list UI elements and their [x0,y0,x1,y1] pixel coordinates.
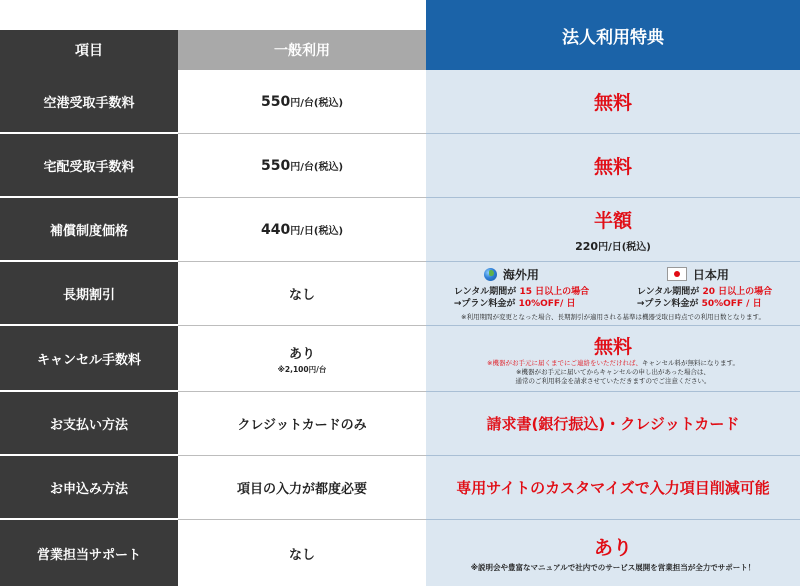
corp-value: 無料 [593,335,632,358]
cancel-note-3: 通常のご利用料金を請求させていただきますのでご注意ください。 [515,376,711,385]
row-general [178,134,426,198]
row-corporate [426,392,800,456]
japan-flag-icon [667,267,687,281]
row-item [0,198,178,262]
discount-groups [426,266,800,310]
row-corporate [426,262,800,326]
row-corporate [426,134,800,198]
corp-value: 専用サイトのカスタマイズで入力項目削減可能 [456,479,770,497]
general-value: 項目の入力が都度必要 [236,482,367,497]
corp-value: 無料 [593,92,632,114]
general-price: 550円/台(税込) [260,93,344,110]
row-item [0,456,178,520]
general-price: 440円/日(税込) [260,221,344,238]
row-item [0,262,178,326]
row-item [0,134,178,198]
general-value: あり [288,346,315,362]
row-item-label: 宅配受取手数料 [43,159,135,175]
row-item-label: 補償制度価格 [49,223,128,239]
header-corporate [426,0,800,70]
row-general [178,262,426,326]
row-corporate [426,326,800,392]
row-item-label: 営業担当サポート [36,547,141,563]
row-item-label: キャンセル手数料 [36,352,141,368]
general-value: クレジットカードのみ [237,418,367,433]
row-general [178,326,426,392]
corp-value: あり [593,537,632,559]
globe-icon [484,268,497,281]
row-general [178,520,426,586]
row-corporate [426,520,800,586]
corp-value: 半額 [593,209,632,232]
row-item [0,392,178,456]
header-item [0,30,178,70]
header-corporate-label: 法人利用特典 [562,27,664,48]
row-item-label: 長期割引 [62,287,115,303]
corp-sub-price: 220円/日(税込) [575,239,651,253]
general-price: 550円/台(税込) [260,157,344,174]
row-corporate [426,456,800,520]
corp-note: ※説明会や豊富なマニュアルで社内でのサービス展開を営業担当が全力でサポート！ [470,563,756,572]
row-general [178,392,426,456]
header-item-label: 項目 [75,43,103,59]
row-item-label: お申込み方法 [49,481,128,497]
general-note: ※2,100円/台 [277,364,327,374]
general-value: なし [288,288,315,303]
cancel-note-1: ※機器がお手元に届くまでにご連絡をいただければ、キャンセル料が無料になります。 [487,358,739,367]
row-item [0,520,178,586]
row-general [178,70,426,134]
discount-note: ※利用期間が変更となった場合、長期割引が適用される基準は機器受取日時点での利用日数となります。 [461,312,765,321]
row-general [178,456,426,520]
row-general [178,198,426,262]
cancel-note-2: ※機器がお手元に届いてからキャンセルの申し出があった場合は、 [516,367,710,376]
corp-value: 請求書(銀行振込)・クレジットカード [486,415,740,433]
row-item [0,70,178,134]
corp-value: 無料 [593,156,632,178]
header-general-label: 一般利用 [274,43,330,59]
row-item-label: 空港受取手数料 [43,95,135,111]
header-general [178,30,426,70]
japan-title: 日本用 [637,266,729,283]
row-corporate [426,70,800,134]
general-value: なし [288,547,315,563]
overseas-title: 海外用 [454,266,539,283]
row-item-label: お支払い方法 [49,417,128,433]
row-corporate [426,198,800,262]
row-item [0,326,178,392]
japan-discount: 日本用 レンタル期間が 20 日以上の場合 →プラン料金が 50%OFF / 日 [636,267,773,309]
overseas-discount: 海外用 レンタル期間が 15 日以上の場合 →プラン料金が 10%OFF/ 日 [453,267,590,309]
